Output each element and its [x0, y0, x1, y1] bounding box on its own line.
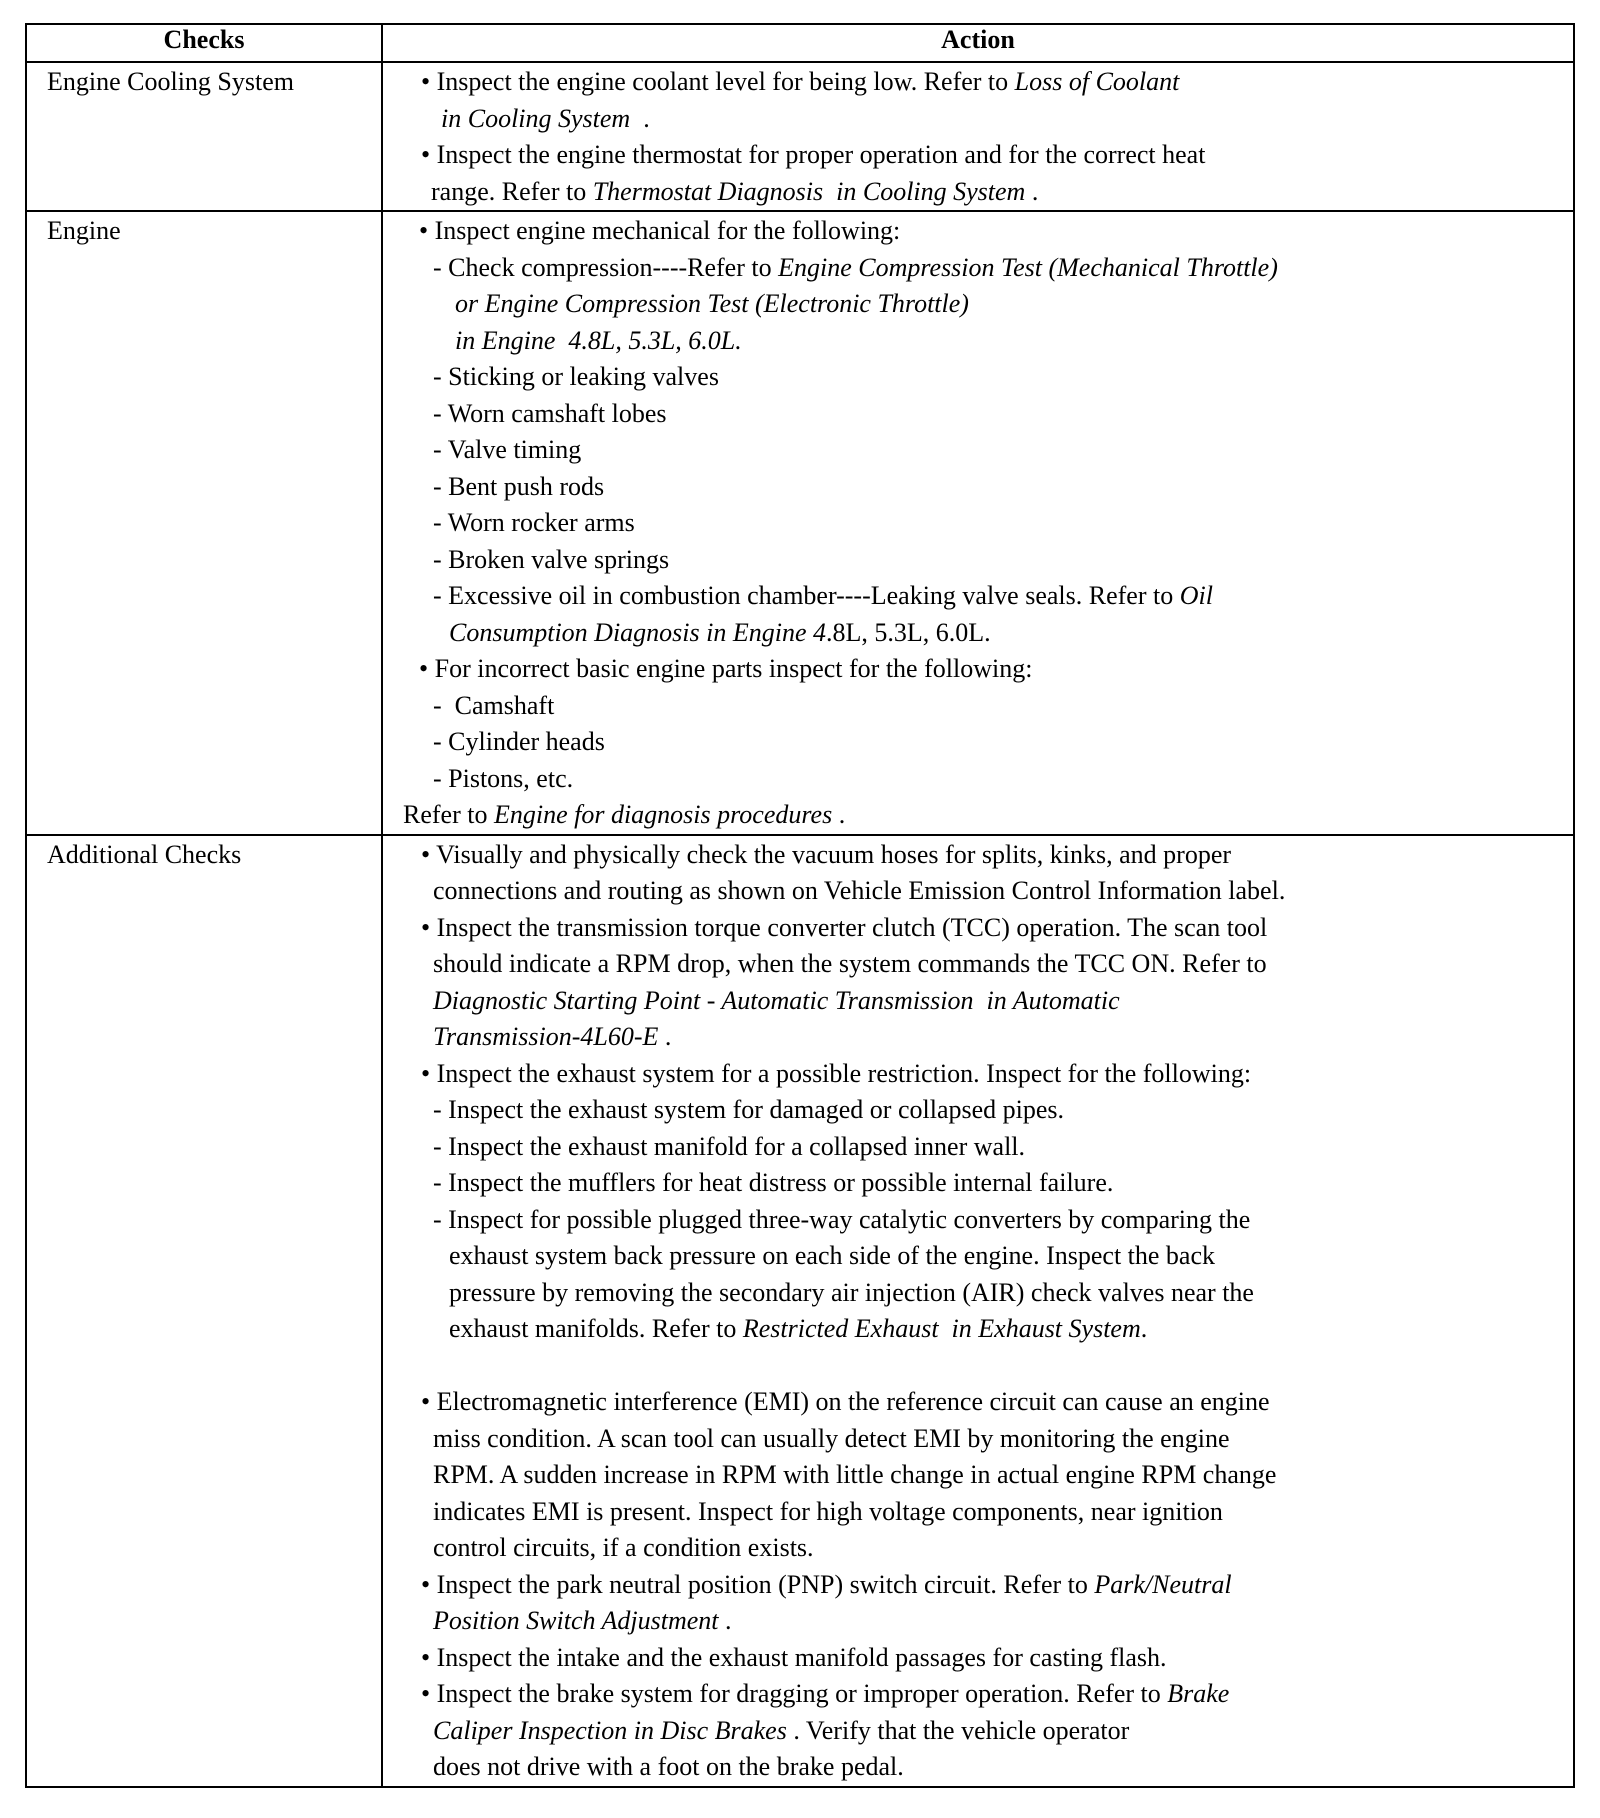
check-cell: Additional Checks — [26, 835, 382, 1787]
action-line — [383, 323, 1573, 360]
action-line — [383, 724, 1573, 761]
action-line — [383, 651, 1573, 688]
action-text: - Sticking or leaking valves — [433, 362, 719, 391]
action-text: exhaust manifolds. Refer to — [449, 1314, 743, 1343]
action-reference-text: Restricted Exhaust in Exhaust System — [742, 1314, 1141, 1343]
action-text: connections and routing as shown on Vehicle Emission Control Information label. — [433, 876, 1286, 905]
action-line — [383, 615, 1573, 652]
action-text: . — [658, 1022, 672, 1051]
action-line — [383, 1749, 1573, 1786]
header-checks: Checks — [26, 24, 382, 62]
action-line — [383, 101, 1573, 138]
action-line — [383, 213, 1573, 250]
action-cell — [382, 211, 1574, 835]
action-line — [383, 505, 1573, 542]
action-reference-text: or Engine Compression Test (Electronic Throttle) — [455, 289, 969, 318]
action-text: • Inspect the engine thermostat for proper operation and for the correct heat — [421, 140, 1206, 169]
action-line — [383, 946, 1573, 983]
action-line — [383, 1311, 1573, 1348]
action-line — [383, 797, 1573, 834]
action-text: . — [1025, 176, 1039, 206]
action-text: .8L, 5.3L, 6.0L. — [826, 617, 991, 647]
action-line — [383, 137, 1573, 174]
action-text: • Visually and physically check the vacuum hoses for splits, kinks, and proper — [421, 839, 1232, 869]
action-line — [383, 1056, 1573, 1093]
action-line — [383, 1457, 1573, 1494]
action-line — [383, 1238, 1573, 1275]
action-text: - Inspect for possible plugged three-way catalytic converters by comparing the — [433, 1204, 1251, 1234]
action-text: RPM. A sudden increase in RPM with little change in actual engine RPM change — [433, 1460, 1277, 1489]
action-line — [383, 542, 1573, 579]
action-line — [383, 761, 1573, 798]
action-reference-text: Brake — [1167, 1679, 1230, 1708]
action-line — [383, 1019, 1573, 1056]
action-text: - Worn rocker arms — [433, 508, 635, 537]
action-reference-text: Caliper Inspection in Disc Brakes — [433, 1715, 787, 1745]
action-text: - Pistons, etc. — [433, 763, 574, 793]
action-reference-text: Transmission-4L60-E — [433, 1022, 659, 1051]
action-text: - Camshaft — [433, 690, 555, 720]
action-reference-text: Engine Compression Test (Mechanical Throttle) — [778, 252, 1278, 282]
action-reference-text: Engine for diagnosis procedures — [493, 800, 833, 829]
action-line — [383, 64, 1573, 101]
table-row — [26, 62, 1574, 211]
action-text: indicates EMI is present. Inspect for high voltage components, near ignition — [433, 1496, 1223, 1526]
action-text: - Bent push rods — [433, 471, 605, 501]
action-reference-text: Loss of Coolant — [1014, 67, 1180, 96]
action-text: • Inspect the engine coolant level for being low. Refer to — [421, 67, 1015, 96]
action-text: . — [630, 103, 650, 133]
action-text: . — [832, 800, 846, 829]
action-line — [383, 432, 1573, 469]
action-cell — [382, 62, 1574, 211]
check-cell: Engine — [26, 211, 382, 835]
action-text: range. Refer to — [431, 176, 593, 206]
action-line — [383, 578, 1573, 615]
action-line — [383, 1384, 1573, 1421]
action-line — [383, 469, 1573, 506]
action-reference-text: Oil — [1179, 581, 1213, 610]
action-line — [383, 1567, 1573, 1604]
action-line — [383, 174, 1573, 211]
action-reference-text: in Cooling System — [441, 103, 631, 133]
action-text: pressure by removing the secondary air injection (AIR) check valves near the — [449, 1277, 1254, 1307]
diagnosis-table — [25, 23, 1575, 1788]
action-text: . — [718, 1606, 732, 1635]
action-reference-text: Consumption Diagnosis in Engine 4 — [449, 617, 827, 647]
action-text: • Inspect the park neutral position (PNP) switch circuit. Refer to — [421, 1569, 1095, 1599]
action-reference-text: Park/Neutral — [1094, 1569, 1232, 1599]
action-text: - Broken valve springs — [433, 544, 670, 574]
action-text: - Valve timing — [433, 435, 582, 464]
action-line — [383, 873, 1573, 910]
action-text: • For incorrect basic engine parts inspect for the following: — [419, 654, 1033, 683]
action-text: should indicate a RPM drop, when the system commands the TCC ON. Refer to — [433, 949, 1267, 978]
action-line — [383, 688, 1573, 725]
action-text: • Electromagnetic interference (EMI) on the reference circuit can cause an engine — [421, 1387, 1270, 1416]
action-line — [383, 359, 1573, 396]
action-line — [383, 1530, 1573, 1567]
action-text: - Worn camshaft lobes — [433, 398, 667, 428]
action-text: . Verify that the vehicle operator — [786, 1715, 1130, 1745]
action-line — [383, 1603, 1573, 1640]
action-text: - Inspect the exhaust system for damaged or collapsed pipes. — [433, 1095, 1065, 1124]
action-text: Refer to — [403, 800, 494, 829]
action-line — [383, 1202, 1573, 1239]
action-line — [383, 1129, 1573, 1166]
action-text: miss condition. A scan tool can usually detect EMI by monitoring the engine — [433, 1423, 1230, 1453]
action-text: - Inspect the exhaust manifold for a collapsed inner wall. — [433, 1131, 1026, 1161]
action-reference-text: in Engine 4.8L, 5.3L, 6.0L. — [455, 325, 742, 355]
action-line — [383, 1421, 1573, 1458]
action-line — [383, 1275, 1573, 1312]
table-row — [26, 211, 1574, 835]
action-text: exhaust system back pressure on each side of the engine. Inspect the back — [449, 1241, 1216, 1270]
action-reference-text: Diagnostic Starting Point - Automatic Transmission in Automatic — [433, 985, 1120, 1015]
action-text: . — [1140, 1314, 1148, 1343]
action-line — [383, 250, 1573, 287]
action-reference-text: Thermostat Diagnosis in Cooling System — [592, 176, 1026, 206]
action-line — [383, 837, 1573, 874]
action-text: - Inspect the mufflers for heat distress or possible internal failure. — [433, 1168, 1114, 1197]
action-line — [383, 1640, 1573, 1677]
action-text: control circuits, if a condition exists. — [433, 1533, 814, 1562]
action-text: - Excessive oil in combustion chamber----Leaking valve seals. Refer to — [433, 581, 1180, 610]
action-text: • Inspect the intake and the exhaust manifold passages for casting flash. — [421, 1642, 1167, 1672]
action-text: • Inspect the brake system for dragging or improper operation. Refer to — [421, 1679, 1168, 1708]
action-text: • Inspect the exhaust system for a possible restriction. Inspect for the following: — [421, 1058, 1252, 1088]
action-line — [383, 1494, 1573, 1531]
action-reference-text: Position Switch Adjustment — [433, 1606, 719, 1635]
action-line — [383, 286, 1573, 323]
action-line — [383, 1676, 1573, 1713]
check-cell: Engine Cooling System — [26, 62, 382, 211]
table-row — [26, 835, 1574, 1787]
action-text: - Cylinder heads — [433, 727, 605, 756]
action-line — [383, 1713, 1573, 1750]
action-text: does not drive with a foot on the brake pedal. — [433, 1752, 904, 1781]
action-cell — [382, 835, 1574, 1787]
action-line — [383, 396, 1573, 433]
action-line — [383, 1165, 1573, 1202]
header-action: Action — [382, 24, 1574, 62]
action-line — [383, 983, 1573, 1020]
action-text: • Inspect the transmission torque converter clutch (TCC) operation. The scan tool — [421, 912, 1268, 942]
action-line — [383, 1348, 1573, 1385]
action-text: • Inspect engine mechanical for the following: — [419, 216, 901, 245]
header-row — [26, 24, 1574, 62]
action-line — [383, 1092, 1573, 1129]
action-text: - Check compression----Refer to — [433, 252, 779, 282]
action-line — [383, 910, 1573, 947]
